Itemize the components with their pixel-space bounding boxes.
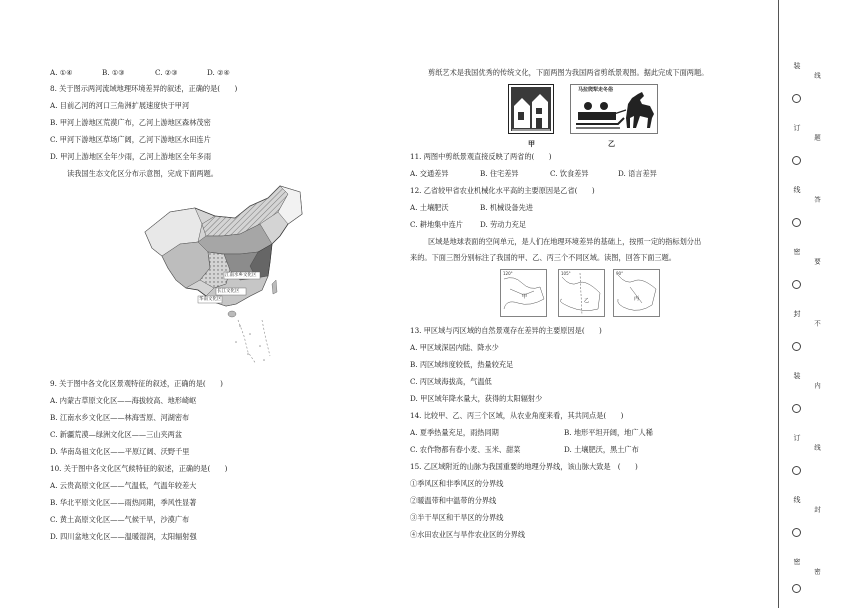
q12-option-b: B. 机械设备先进 <box>480 203 533 212</box>
q10-option-b: B. 华北平原文化区——雨热同期，季风性显著 <box>50 498 197 507</box>
q11-option-d: D. 语言差异 <box>618 169 657 178</box>
papercut-intro: 剪纸艺术是我国优秀的传统文化，下面两图为我国两省剪纸景观图。据此完成下面两题。 <box>428 68 709 77</box>
q14-option-c: C. 农作物都有春小麦、玉米、甜菜 <box>410 445 521 454</box>
q11-option-a: A. 交通差异 <box>410 169 449 178</box>
papercut-label-yi: 乙 <box>608 139 615 148</box>
binding-hole <box>792 528 801 537</box>
q15-stem: 15. 乙区域附近的山脉为我国重要的地理分界线，该山脉大致是 ( ) <box>410 462 638 471</box>
papercut-image-jia <box>508 84 554 134</box>
binding-column-outer <box>790 0 806 608</box>
q11-option-b: B. 住宅差异 <box>480 169 519 178</box>
q9-option-a: A. 内蒙古草原文化区——海拔较高、地形崎岖 <box>50 396 197 405</box>
q8-stem: 8. 关于图示两河流域地理环境差异的叙述，正确的是( ) <box>50 84 238 93</box>
q7-option-a: A. ①④ <box>50 68 73 77</box>
binding-char: 题 <box>813 134 821 141</box>
q7-option-d: D. ②④ <box>207 68 230 77</box>
binding-char: 密 <box>793 558 801 565</box>
binding-hole <box>792 94 801 103</box>
binding-hole <box>792 280 801 289</box>
binding-char: 密 <box>793 248 801 255</box>
region-paragraph-2: 来的。下面三图分别标注了我国的甲、乙、丙三个不同区域。读图，回答下面三题。 <box>410 253 676 262</box>
region-tag-jia: 甲 <box>522 294 528 300</box>
q9-stem: 9. 关于图中各文化区景观特征的叙述，正确的是( ) <box>50 379 223 388</box>
binding-hole <box>792 156 801 165</box>
q13-option-b: B. 丙区域纬度较低，热量较充足 <box>410 360 514 369</box>
map-label-changjiang: 长江文化区 <box>217 289 240 294</box>
q13-option-d: D. 甲区域年降水量大，获得的太阳辐射少 <box>410 394 543 403</box>
q9-option-d: D. 华南岛祖文化区——平原辽阔、沃野千里 <box>50 447 190 456</box>
binding-line <box>778 0 779 608</box>
q7-option-b: B. ①③ <box>102 68 125 77</box>
binding-hole <box>792 584 801 593</box>
q13-option-a: A. 甲区域深居内陆、降水少 <box>410 343 499 352</box>
papercut-image-yi <box>570 84 658 134</box>
binding-column-inner <box>812 0 826 608</box>
binding-char: 不 <box>813 320 821 327</box>
q8-option-d: D. 甲河上游地区全年少雨，乙河上游地区全年多雨 <box>50 152 212 161</box>
binding-hole <box>792 404 801 413</box>
region-paragraph-1: 区域是地球表面的空间单元，是人们在地理环境差异的基础上，按照一定的指标划分出 <box>428 237 702 246</box>
binding-char: 订 <box>793 434 801 441</box>
q14-stem: 14. 比较甲、乙、丙三个区域，从农业角度来看，其共同点是( ) <box>410 411 624 420</box>
svg-text:105°: 105° <box>561 271 571 276</box>
binding-char: 订 <box>793 124 801 131</box>
svg-text:90°: 90° <box>616 271 624 276</box>
binding-char: 内 <box>813 382 821 389</box>
q12-option-a: A. 土壤肥沃 <box>410 203 449 212</box>
q14-option-b: B. 地形平坦开阔，地广人稀 <box>564 428 653 437</box>
q15-option-3: ③半干旱区和干旱区的分界线 <box>410 513 504 522</box>
q8-option-a: A. 目前乙河的河口三角洲扩展速度快于甲河 <box>50 101 190 110</box>
q13-stem: 13. 甲区域与丙区域的自然景观存在差异的主要原因是( ) <box>410 326 602 335</box>
binding-char: 装 <box>793 62 801 69</box>
papercut-label-jia: 甲 <box>528 139 535 148</box>
q13-option-c: C. 丙区域海拔高，气温低 <box>410 377 492 386</box>
binding-char: 线 <box>793 496 801 503</box>
q10-option-c: C. 黄土高原文化区——气候干旱，沙漠广布 <box>50 515 190 524</box>
binding-char: 密 <box>813 568 821 575</box>
region-tag-yi: 乙 <box>584 298 590 304</box>
binding-hole <box>792 342 801 351</box>
china-culture-map <box>140 184 305 369</box>
svg-text:120°: 120° <box>503 271 513 276</box>
map-label-jiangnan: 江南水乡文化区 <box>225 273 257 278</box>
q11-stem: 11. 两图中剪纸景观直接反映了两省的( ) <box>410 152 552 161</box>
q12-stem: 12. 乙省较甲省农业机械化水平高的主要原因是乙省( ) <box>410 186 595 195</box>
binding-char: 要 <box>813 258 821 265</box>
q15-option-4: ④水田农业区与旱作农业区的分界线 <box>410 530 526 539</box>
q8-option-b: B. 甲河上游地区荒漠广布，乙河上游地区森林茂密 <box>50 118 211 127</box>
q8-option-c: C. 甲河下游地区草场广阔，乙河下游地区水田连片 <box>50 135 211 144</box>
binding-char: 封 <box>793 310 801 317</box>
binding-char: 线 <box>793 186 801 193</box>
binding-char: 答 <box>813 196 821 203</box>
q10-stem: 10. 关于图中各文化区气候特征的叙述，正确的是( ) <box>50 464 228 473</box>
map-label-huanan: 华南文化区 <box>199 297 222 302</box>
region-maps <box>500 269 660 317</box>
q12-option-c: C. 耕地集中连片 <box>410 220 463 229</box>
binding-char: 封 <box>813 506 821 513</box>
q15-option-1: ①季风区和非季风区的分界线 <box>410 479 504 488</box>
q9-option-c: C. 新疆荒漠—绿洲文化区——三山夹两盆 <box>50 430 183 439</box>
region-tag-bing: 丙 <box>634 296 640 302</box>
binding-hole <box>792 466 801 475</box>
q10-option-a: A. 云贵高原文化区——气温低，气温年较差大 <box>50 481 197 490</box>
q14-option-a: A. 夏季热量充足，雨热同期 <box>410 428 499 437</box>
q11-option-c: C. 饮食差异 <box>550 169 589 178</box>
papercut-inner-text: 马拉爬犁走冬俗 <box>578 87 614 93</box>
q7-option-c: C. ②③ <box>155 68 178 77</box>
binding-hole <box>792 218 801 227</box>
q9-option-b: B. 江南水乡文化区——林海雪原、河湖密布 <box>50 413 190 422</box>
map-intro: 读我国生态文化区分布示意图，完成下面两题。 <box>67 169 218 178</box>
binding-char: 线 <box>813 444 821 451</box>
q14-option-d: D. 土壤肥沃，黑土广布 <box>564 445 639 454</box>
q12-option-d: D. 劳动力充足 <box>480 220 527 229</box>
q10-option-d: D. 四川盆地文化区——温暖湿润，太阳辐射强 <box>50 532 197 541</box>
q15-option-2: ②暖温带和中温带的分界线 <box>410 496 497 505</box>
binding-char: 装 <box>793 372 801 379</box>
binding-char: 线 <box>813 72 821 79</box>
